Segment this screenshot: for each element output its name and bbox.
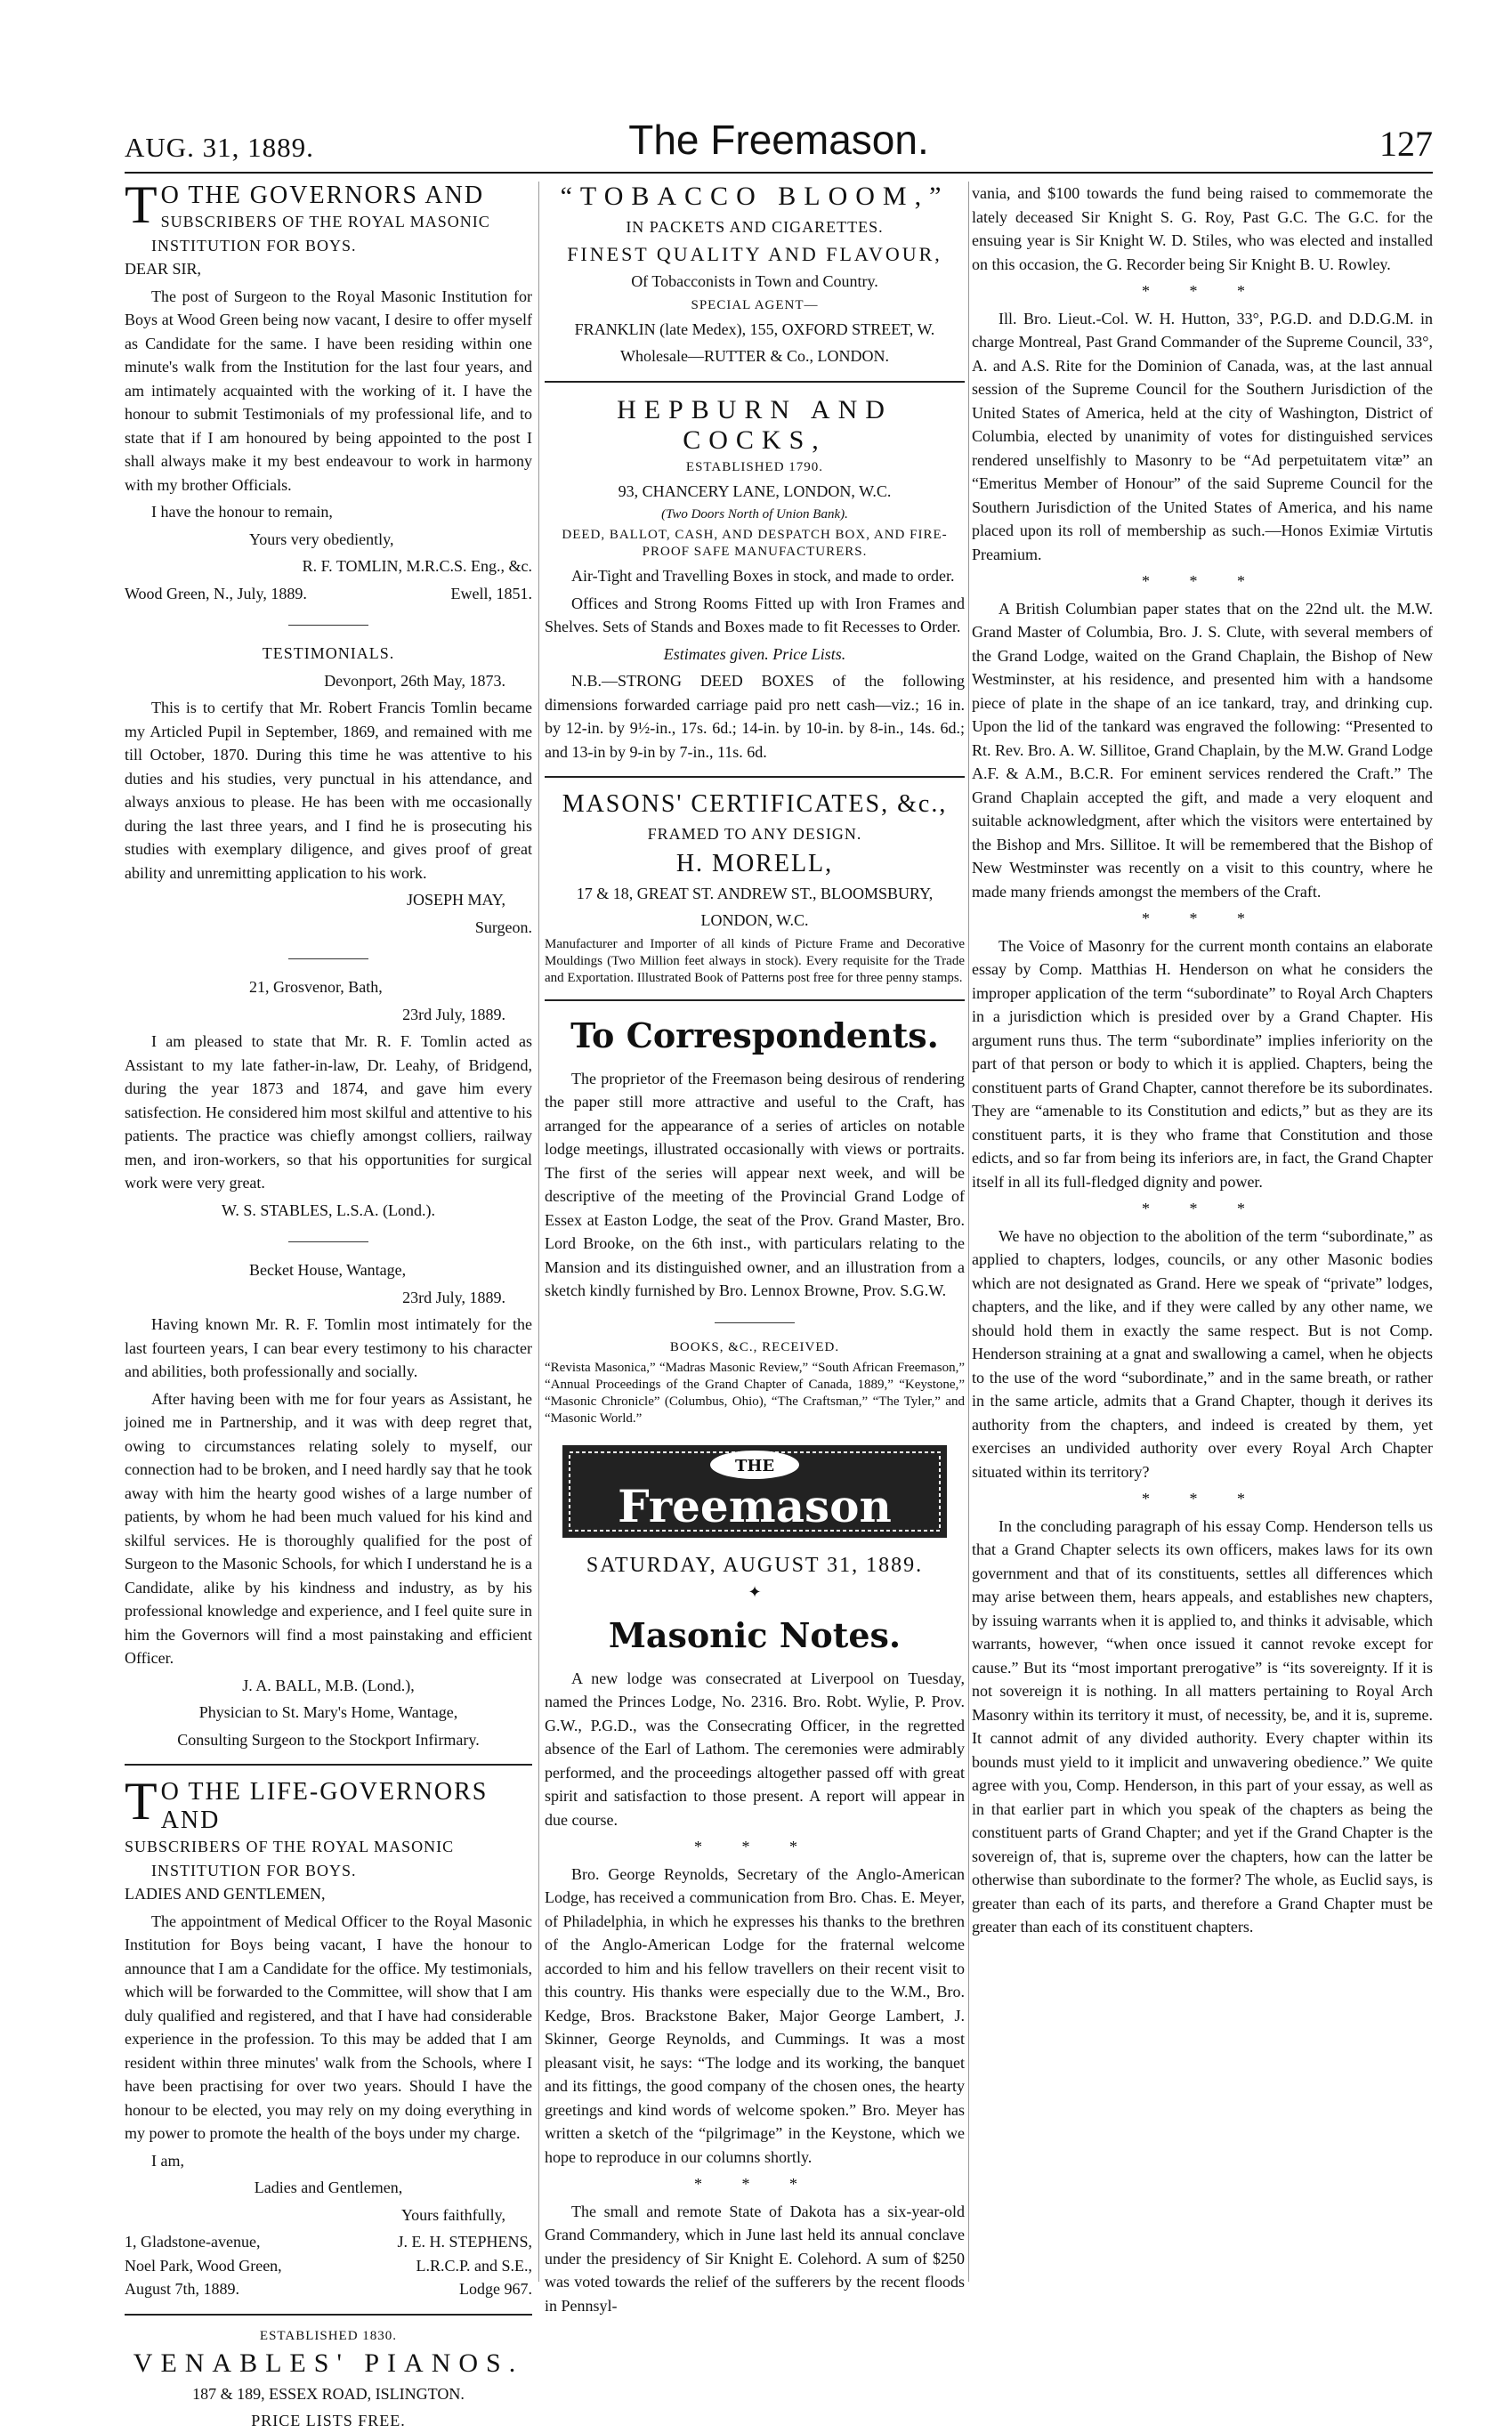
signature: J. E. H. STEPHENS,: [397, 2233, 532, 2251]
section-rule: [288, 958, 368, 959]
signature: Lodge 967.: [459, 2280, 532, 2298]
article-body: We have no objection to the abolition of the term “subordinate,” as applied to chapters, lodges, councils, or any other Masonic bodies which are not designated as Grand. Here we speak of “private” lodges, chapters, and the like, and if they were called by any other name, we should hold them in exactly the same respect. But is not Comp. Henderson straining at a gnat and swallowing a camel, when he objects to the use of the word “subordinate,” and in the same breath, or rather in the same article, admits that a Grand Chapter, though it derives its authority from the chapters, and indeed is created by them, yet exercises an undivided authority over every Royal Arch Chapter situated within its territory?: [972, 1226, 1433, 1481]
article-body: The proprietor of the Freemason being desirous of rendering the paper still more attractive and useful to the Craft, has arranged for the appearance of a series of articles on notable lodge meetings, illustrated occasionally with views or portraits. The first of the series will appear next week, and will be descriptive of the meeting of the Provincial Grand Lodge of Essex at Easton Lodge, the seat of the Prov. Grand Master, Bro. Lord Brooke, on the 6th inst., with particulars relating to the Mansion and its distinguished owner, and an illustration from a sketch kindly furnished by Bro. Lennox Browne, Prov. S.G.W.: [545, 1069, 965, 1299]
article-body: Bro. George Reynolds, Secretary of the Anglo-American Lodge, has received a communication from Bro. Chas. E. Meyer, of Philadelphia, in which he expresses his thanks to the brethren of the Anglo-American Lodge for the fraternal welcome accorded to him and his fellow travellers on their recent visit to this country. His thanks were especially due to the W.M., Bro. Kedge, Bros. Brackstone Baker, Major George Lambert, J. Skinner, George Reynolds, and Cummings. It was a most pleasant visit, he says: “The lodge and its working, the banquet and its fittings, the good company of the chosen ones, the hearty greetings and kind words of welcome spoken.” Bro. Meyer has written a sketch of the “pilgrimage” in the Keystone, which we hope to reproduce in our columns shortly.: [545, 1864, 965, 2166]
address: 1, Gladstone-avenue,: [125, 2233, 261, 2251]
section-rule: [715, 1322, 795, 1323]
article-body: A British Columbian paper states that on the 22nd ult. the M.W. Grand Master of Columbia, Bro. J. S. Clute, with several members of the Grand Lodge, waited on the Grand Chaplain, the Bishop of New Westminster, at his residence, and presented him with a handsome piece of plate in the shape of an ice tankard, tray, and drinking cup. Upon the lid of the tankard was engraved the following: “Presented to Rt. Rev. Bro. A. W. Sillitoe, Grand Chaplain, by the M.W. Grand Lodge A.F. & A.M., B.C.R. For eminent services rendered the Craft.” The Grand Chaplain accepted the gift, and made a very eloquent and suitable acknowledgment, after which the visitors were entertained by the Bishop and Mrs. Sillitoe. It will be remembered that the Bishop of New Westminster was recently on a visit to this country, where he made many friends amongst the members of the Craft.: [972, 599, 1433, 901]
letter-body: The post of Surgeon to the Royal Masonic Institution for Boys at Wood Green being now vacant, I desire to offer myself as Candidate for the same. I have been residing within one minute's walk from the Institution for the last four years, and am intimately acquainted with the working of it. I have the honour to submit Testimonials of my professional life, and to state that if I am honoured by being appointed to the post I shall always make it my best endeavour to work in harmony with my brother Officials.: [125, 287, 532, 494]
testimonial-body: This is to certify that Mr. Robert Francis Tomlin became my Articled Pupil in September, 1869, and remained with me till October, 1870. During this time he was attentive to his duties and his studies, very punctual in his attendance, and always anxious to please. He has been with me occasionally during the last three years, and I find he is prosecuting his studies with exemplary diligence, and gives proof of great ability and unremitting application to his work.: [125, 699, 532, 882]
address-line: [125, 2277, 532, 2301]
separator-stars: * * *: [1142, 909, 1263, 927]
logo-title: Freemason: [618, 1479, 892, 1532]
letter-closing: Ladies and Gentlemen,: [254, 2178, 403, 2196]
ad-heading: MASONS' CERTIFICATES, &c.,: [562, 790, 948, 818]
issue-date: AUG. 31, 1889.: [125, 132, 314, 163]
testimonial-place: 23rd July, 1889.: [402, 1288, 505, 1306]
salutation: LADIES AND GENTLEMEN,: [125, 1885, 326, 1903]
ad-heading: O THE LIFE-GOVERNORS AND: [160, 1778, 489, 1834]
ad-line: (Two Doors North of Union Bank).: [661, 507, 848, 521]
ad-line: Estimates given. Price Lists.: [663, 644, 846, 663]
signature: L.R.C.P. and S.E.,: [416, 2256, 532, 2275]
ad-subheading: SUBSCRIBERS OF THE ROYAL MASONIC: [160, 213, 490, 230]
medical-officer-advertisement: [125, 1772, 532, 2301]
letter-closing: I have the honour to remain,: [151, 503, 333, 521]
address: August 7th, 1889.: [125, 2280, 240, 2298]
testimonial-body: I am pleased to state that Mr. R. F. Tomlin acted as Assistant to my late father-in-law, Dr. Leahy, of Bridgend, during the year 1873 and 1874, and gave him every satisfection. He considered him most skilful and attentive to his patients. The practice was chiefly amongst colliers, railway men, and iron-workers, so that his opportunities for surgical work were very great.: [125, 1032, 532, 1192]
books-list: “Revista Masonica,” “Madras Masonic Review,” “South African Freemason,” “Annual Proceedings of the Grand Chapter of Canada, 1889,” “Keystone,” “Masonic Chronicle” (Columbus, Ohio), “The Craftsman,” “The Tyler,” and “Masonic World.”: [545, 1360, 965, 1426]
testimonials: [125, 642, 532, 1751]
section-rule: [545, 381, 965, 383]
ad-line: IN PACKETS AND CIGARETTES.: [626, 218, 884, 236]
ad-line: FRAMED TO ANY DESIGN.: [647, 825, 862, 843]
separator-stars: * * *: [694, 2175, 815, 2193]
section-rule: [125, 2314, 532, 2316]
ad-price: PRICE LISTS FREE.: [251, 2412, 406, 2429]
testimonial-place: Becket House, Wantage,: [249, 1261, 407, 1279]
section-heading: BOOKS, &C., RECEIVED.: [669, 1339, 840, 1354]
address: Wood Green, N., July, 1889.: [125, 584, 307, 602]
testimonial-place: Devonport, 26th May, 1873.: [324, 671, 505, 690]
newspaper-title: The Freemason.: [628, 117, 929, 163]
testimonial-body: After having been with me for four years as Assistant, he joined me in Partnership, and it was with deep regret that, owing to circumstances relating solely to myself, our connection had to be broken, and I need hardly say that he took away with him the hearty good wishes of a large number of patients, by whom he had been much valued for his kind and skilful services. He is thoroughly qualified for the post of Surgeon to the Masonic Schools, for which I understand he is a Candidate, alike by his kindness and industry, as by his professional knowledge and experience, and I feel quite sure in him the Governors will find a most painstaking and efficient Officer.: [125, 1389, 532, 1667]
article-body: The Voice of Masonry for the current month contains an elaborate essay by Comp. Matthias H. Henderson on what he considers the improper application of the term “subordinate” to Royal Arch Chapters in a jurisdiction which is presided over by a Grand Chapter. His argument runs thus. The term “subordinate” implies inferiority on the part of that person or body to which it is applied. Chapters, being the constituent parts of Grand Chapter, cannot therefore be its subordinates. They are “amenable to its Constitution and edicts,” but as they are its constituent parts, it is they who frame that Constitution and those edicts, and so far from being its inferiors are, in fact, the Grand Chapter itself in all its full-fledged dignity and power.: [972, 936, 1433, 1191]
column-2: “TOBACCO BLOOM,” IN PACKETS AND CIGARETTES. FINEST QUALITY AND FLAVOUR, Of Tobacconists in Town and Country. SPECIAL AGENT— FRANKLIN (late Medex), 155, OXFORD STREET, W. Wholesale—RUTTER & Co., LONDON. HEPBURN AND COCKS, ESTABLISHED 1790. 93, CHANCERY LANE, LONDON, W.C. (Two Doors North of Union Bank). DEED, BALLOT, CASH, AND DESPATCH BOX, AND FIRE-PROOF SAFE MANUFACTURERS. Air-Tight and Travelling Boxes in stock, and made to order. Offices and Strong Rooms Fitted up with Iron Frames and Shelves. Sets of Stands and Boxes made to fit Recesses to Order. Estimates given. Price Lists. N.B.—STRONG DEED BOXES of the following dimensions forwarded carriage paid pro nett cash—viz.; 16 in. by 12-in. by 9½-in., 17s. 6d.; 14-in. by 10-in. by 8-in., 14s. 6d.; and 13-in by 9-in by 7-in., 11s. 6d. MASONS' CERTIFICATES, &c., FRAMED TO ANY DESIGN. H. MORELL, 17 & 18, GREAT ST. ANDREW ST., BLOOMSBURY, LONDON, W.C. Manufacturer and Importer of all kinds of Picture Frame and Decorative Mouldings (Two Million feet always in stock). Every requisite for the Trade and Exportation. Illustrated Book of Patterns post free for three penny stamps. To Correspondents. The proprietor of the Freemason being desirous of rendering the paper still more attractive and useful to the Craft, has arranged for the appearance of a series of articles on notable lodge meetings, illustrated occasionally with views or portraits. The first of the series will appear next week, and will be descriptive of the meeting of the Provincial Grand Lodge of Essex at Easton Lodge, the seat of the Prov. Grand Master, Bro. Lord Brooke, on the 6th inst., with particulars relating to the Mansion and its distinguished owner, and an illustration from a sketch kindly furnished by Bro. Lennox Browne, Prov. S.G.W. BOOKS, &C., RECEIVED. “Revista Masonica,” “Madras Masonic Review,” “South African Freemason,” “Annual Proceedings of the Grand Chapter of Canada, 1889,” “Keystone,” “Masonic Chronicle” (Columbus, Ohio), “The Craftsman,” “The Tyler,” and “Masonic World.” THE Freemason SATURDAY, AUGUST 31, 1889. ✦ Masonic Notes. A new lodge was consecrated at Liverpool on Tuesday, named the Princes Lodge, No. 2316. Bro. Robt. Wylie, P. Prov. G.W., P.G.D., was the Consecrating Officer, in the regretted absence of the Earl of Lathom. The ceremonies were admirably performed, and the proceedings altogether passed off with great spirit and satisfaction to those present. A report will appear in due course. * * * Bro. George Reynolds, Secretary of the Anglo-American Lodge, has received a communication from Bro. Chas. E. Meyer, of Philadelphia, in which he expresses his thanks to the brethren of the Anglo-American Lodge for the fraternal welcome accorded to him and his fellow travellers on their recent visit to this country. His thanks were especially due to the W.M., Bro. Kedge, Bros. Brackstone Baker, Major George Lambert, J. Skinner, George Reynolds, and Cummings. It was a most pleasant visit, he says: “The lodge and its working, the banquet and its fittings, the good company of the chosen ones, the hearty greetings and kind words of welcome spoken.” Bro. Meyer has written a sketch of the “pilgrimage” in the Keystone, which we hope to reproduce in our columns shortly. * * * The small and remote State of Dakota has a six-year-old Grand Commandery, which in June last held its annual conclave under the presidency of Sir Knight E. Colehord. A sum of $250 was voted towards the relief of the sufferers by the recent floods in Pennsyl-: [545, 182, 965, 2300]
ad-line: Manufacturer and Importer of all kinds of Picture Frame and Decorative Mouldings (Two Million feet always in stock). Every requisite for the Trade and Exportation. Illustrated Book of Patterns post free for three penny stamps.: [545, 936, 965, 985]
ad-heading: HEPBURN AND COCKS,: [617, 394, 893, 455]
freemason-logo: [545, 1438, 965, 1545]
section-rule: [545, 776, 965, 778]
ad-heading: O THE GOVERNORS AND: [160, 182, 485, 209]
ad-line: Air-Tight and Travelling Boxes in stock, and made to order.: [571, 567, 955, 585]
article-body: Ill. Bro. Lieut.-Col. W. H. Hutton, 33°, P.G.D. and D.D.G.M. in charge Montreal, Past Grand Commander of the Supreme Council, 33°, A. and A.S. Rite for the Dominion of Canada, was, at the last annual session of the Supreme Council for the Southern Jurisdiction of the United States of America, held at the city of Washington, District of Columbia, elected by unanimity of votes for distinguished services rendered unselfishly to Masonry to be “Ad perpetuitatem vitæ” an “Emeritus Member of Honour” of the said Supreme Council for the Southern Jurisdiction of the United States of America, and his name placed upon its roll of membership as such.—Honos Eximiæ Virtutis Preamium.: [972, 309, 1433, 563]
address-line: [125, 582, 532, 606]
address-line: [125, 2254, 532, 2278]
column-3: [972, 182, 1433, 2300]
separator-stars: * * *: [1142, 572, 1263, 590]
ad-address: 93, CHANCERY LANE, LONDON, W.C.: [618, 481, 892, 500]
ad-line: Offices and Strong Rooms Fitted up with Iron Frames and Shelves. Sets of Stands and Boxes made to fit Recesses to Order.: [545, 594, 965, 635]
dropcap: T: [125, 175, 158, 234]
page-number: 127: [1379, 124, 1433, 164]
letter-closing: I am,: [151, 2151, 184, 2170]
article-body: The small and remote State of Dakota has a six-year-old Grand Commandery, which in June last held its annual conclave under the presidency of Sir Knight E. Colehord. A sum of $250 was voted towards the relief of the sufferers by the recent floods in Pennsyl-: [545, 2202, 965, 2315]
testimonial-title: Consulting Surgeon to the Stockport Infirmary.: [177, 1730, 480, 1749]
ad-line: DEED, BALLOT, CASH, AND DESPATCH BOX, AND FIRE-PROOF SAFE MANUFACTURERS.: [562, 528, 948, 559]
hepburn-advertisement: [545, 395, 965, 764]
testimonial-signature: JOSEPH MAY,: [406, 891, 505, 909]
column-1: [125, 175, 532, 2429]
column-divider-1: [538, 182, 539, 2282]
masthead-rule: [125, 172, 1433, 174]
column-divider-2: [968, 182, 969, 2282]
masons-certificates-advertisement: [545, 790, 965, 987]
separator-stars: * * *: [1142, 1200, 1263, 1217]
ad-heading: “TOBACCO BLOOM,”: [560, 182, 950, 211]
testimonial-signature: W. S. STABLES, L.S.A. (Lond.).: [222, 1200, 435, 1219]
address-line: [125, 2230, 532, 2254]
separator-stars: * * *: [1142, 282, 1263, 300]
ad-established: ESTABLISHED 1830.: [259, 2328, 398, 2343]
ad-established: ESTABLISHED 1790.: [685, 459, 824, 474]
signature: R. F. TOMLIN, M.R.C.S. Eng., &c.: [302, 557, 532, 575]
section-rule: [545, 999, 965, 1001]
testimonial-title: Surgeon.: [474, 917, 532, 936]
ad-subheading: SUBSCRIBERS OF THE ROYAL MASONIC: [125, 1838, 455, 1855]
section-heading: To Correspondents.: [570, 1014, 939, 1055]
letter-closing: Yours very obediently,: [249, 529, 394, 548]
ad-address: 187 & 189, ESSEX ROAD, ISLINGTON.: [192, 2384, 465, 2403]
logo-banner: [545, 1438, 965, 1545]
surgeon-advertisement: [125, 175, 532, 605]
ad-line: N.B.—STRONG DEED BOXES of the following dimensions forwarded carriage paid pro nett cash—viz.; 16 in. by 12-in. by 9½-in., 17s. 6d.; 14-in. by 10-in. by 8-in., 14s. 6d.; and 13-in by 9-in by 7-in., 11s. 6d.: [545, 672, 965, 761]
section-rule: [288, 625, 368, 626]
testimonial-title: Physician to St. Mary's Home, Wantage,: [198, 1703, 458, 1721]
testimonial-place: 23rd July, 1889.: [402, 1005, 505, 1023]
section-heading: TESTIMONIALS.: [262, 644, 395, 662]
testimonial-place: 21, Grosvenor, Bath,: [249, 978, 383, 996]
section-heading: Masonic Notes.: [608, 1614, 902, 1655]
ad-line: FINEST QUALITY AND FLAVOUR,: [567, 242, 942, 265]
ad-address: LONDON, W.C.: [700, 911, 809, 929]
section-rule: [125, 1764, 532, 1766]
ad-subheading: INSTITUTION FOR BOYS.: [151, 236, 357, 255]
section-rule: [288, 1241, 368, 1242]
ad-subheading: INSTITUTION FOR BOYS.: [151, 1861, 357, 1879]
article-body: A new lodge was consecrated at Liverpool on Tuesday, named the Princes Lodge, No. 2316. Bro. Robt. Wylie, P. Prov. G.W., P.G.D., was the Consecrating Officer, in the regretted absence of the Earl of Lathom. The ceremonies were admirably performed, and the proceedings altogether passed off with great spirit and satisfaction to those present. A report will appear in due course.: [545, 1669, 965, 1829]
tobacco-advertisement: [545, 182, 965, 368]
pianos-advertisement: [125, 2328, 532, 2433]
logo-the: THE: [734, 1456, 775, 1475]
letter-body: The appointment of Medical Officer to the Royal Masonic Institution for Boys being vacant, I have the honour to announce that I am a Candidate for the office. My testimonials, which will be forwarded to the Committee, will show that I am duly qualified and registered, and that I have had considerable experience in the profession. To this may be added that I am resident within three minutes' walk from the Schools, where I have been practising for over two years. Should I have the honour to be elected, you may rely on my doing everything in my power to promote the health of the boys under my charge.: [125, 1912, 532, 2142]
separator-stars: * * *: [694, 1838, 815, 1855]
separator-stars: * * *: [1142, 1490, 1263, 1507]
article-body: In the concluding paragraph of his essay Comp. Henderson tells us that a Grand Chapter selects its own officers, makes laws for its own government and that of its constituents, settles all differences which may arise between them, hears appeals, and establishes new chapters, by issuing warrants when it is applied to, and thinks it advisable, which warrants, however, “when once issued it cannot revoke except for cause.” But its “most important prerogative” is “its sovereignty. If it is not sovereign it is nothing. In all matters pertaining to Royal Arch Masonry within its territory it must, of necessity, be, and it is, supreme. It cannot admit of any divided authority. Every chapter within its bounds must yield to it implicit and unwavering obedience.” We quite agree with you, Comp. Henderson, in this part of your essay, as well as in that earlier part in which you speak of the chapters as being the constituent parts of Grand Chapter; and yet if the Grand Chapter is the sovereign of, that is, supreme over the chapters, how can the latter be otherwise than subordinate to the former? The whole, as Euclid says, is greater than each of its parts, and therefore a Grand Chapter must be greater than each of its constituent chapters.: [972, 1516, 1433, 1936]
ad-address: 17 & 18, GREAT ST. ANDREW ST., BLOOMSBURY,: [576, 884, 934, 902]
ad-address: Wholesale—RUTTER & Co., LONDON.: [620, 347, 889, 365]
letter-closing: Yours faithfully,: [400, 2205, 505, 2224]
ad-line: Of Tobacconists in Town and Country.: [631, 272, 878, 290]
article-body: vania, and $100 towards the fund being raised to commemorate the lately deceased Sir Knight S. G. Roy, Past G.C. The G.C. for the ensuing year is Sir Knight W. D. Stiles, who was elected and installed on this occasion, the G. Recorder being Sir Knight B. U. Rowley.: [972, 184, 1433, 273]
testimonial-body: Having known Mr. R. F. Tomlin most intimately for the last fourteen years, I can bear every testimony to his character and abilities, both professionally and socially.: [125, 1315, 532, 1380]
dateline: SATURDAY, AUGUST 31, 1889.: [586, 1553, 924, 1577]
testimonial-signature: J. A. BALL, M.B. (Lond.),: [242, 1676, 415, 1694]
masthead: [125, 116, 1433, 169]
ad-name: H. MORELL,: [675, 849, 834, 877]
salutation: DEAR SIR,: [125, 260, 202, 278]
address: Ewell, 1851.: [450, 584, 532, 602]
address: Noel Park, Wood Green,: [125, 2256, 282, 2275]
dropcap: T: [125, 1772, 158, 1831]
ad-agent: SPECIAL AGENT—: [691, 297, 819, 312]
ad-address: FRANKLIN (late Medex), 155, OXFORD STREET, W.: [574, 319, 935, 338]
ad-heading: VENABLES' PIANOS.: [133, 2348, 524, 2378]
